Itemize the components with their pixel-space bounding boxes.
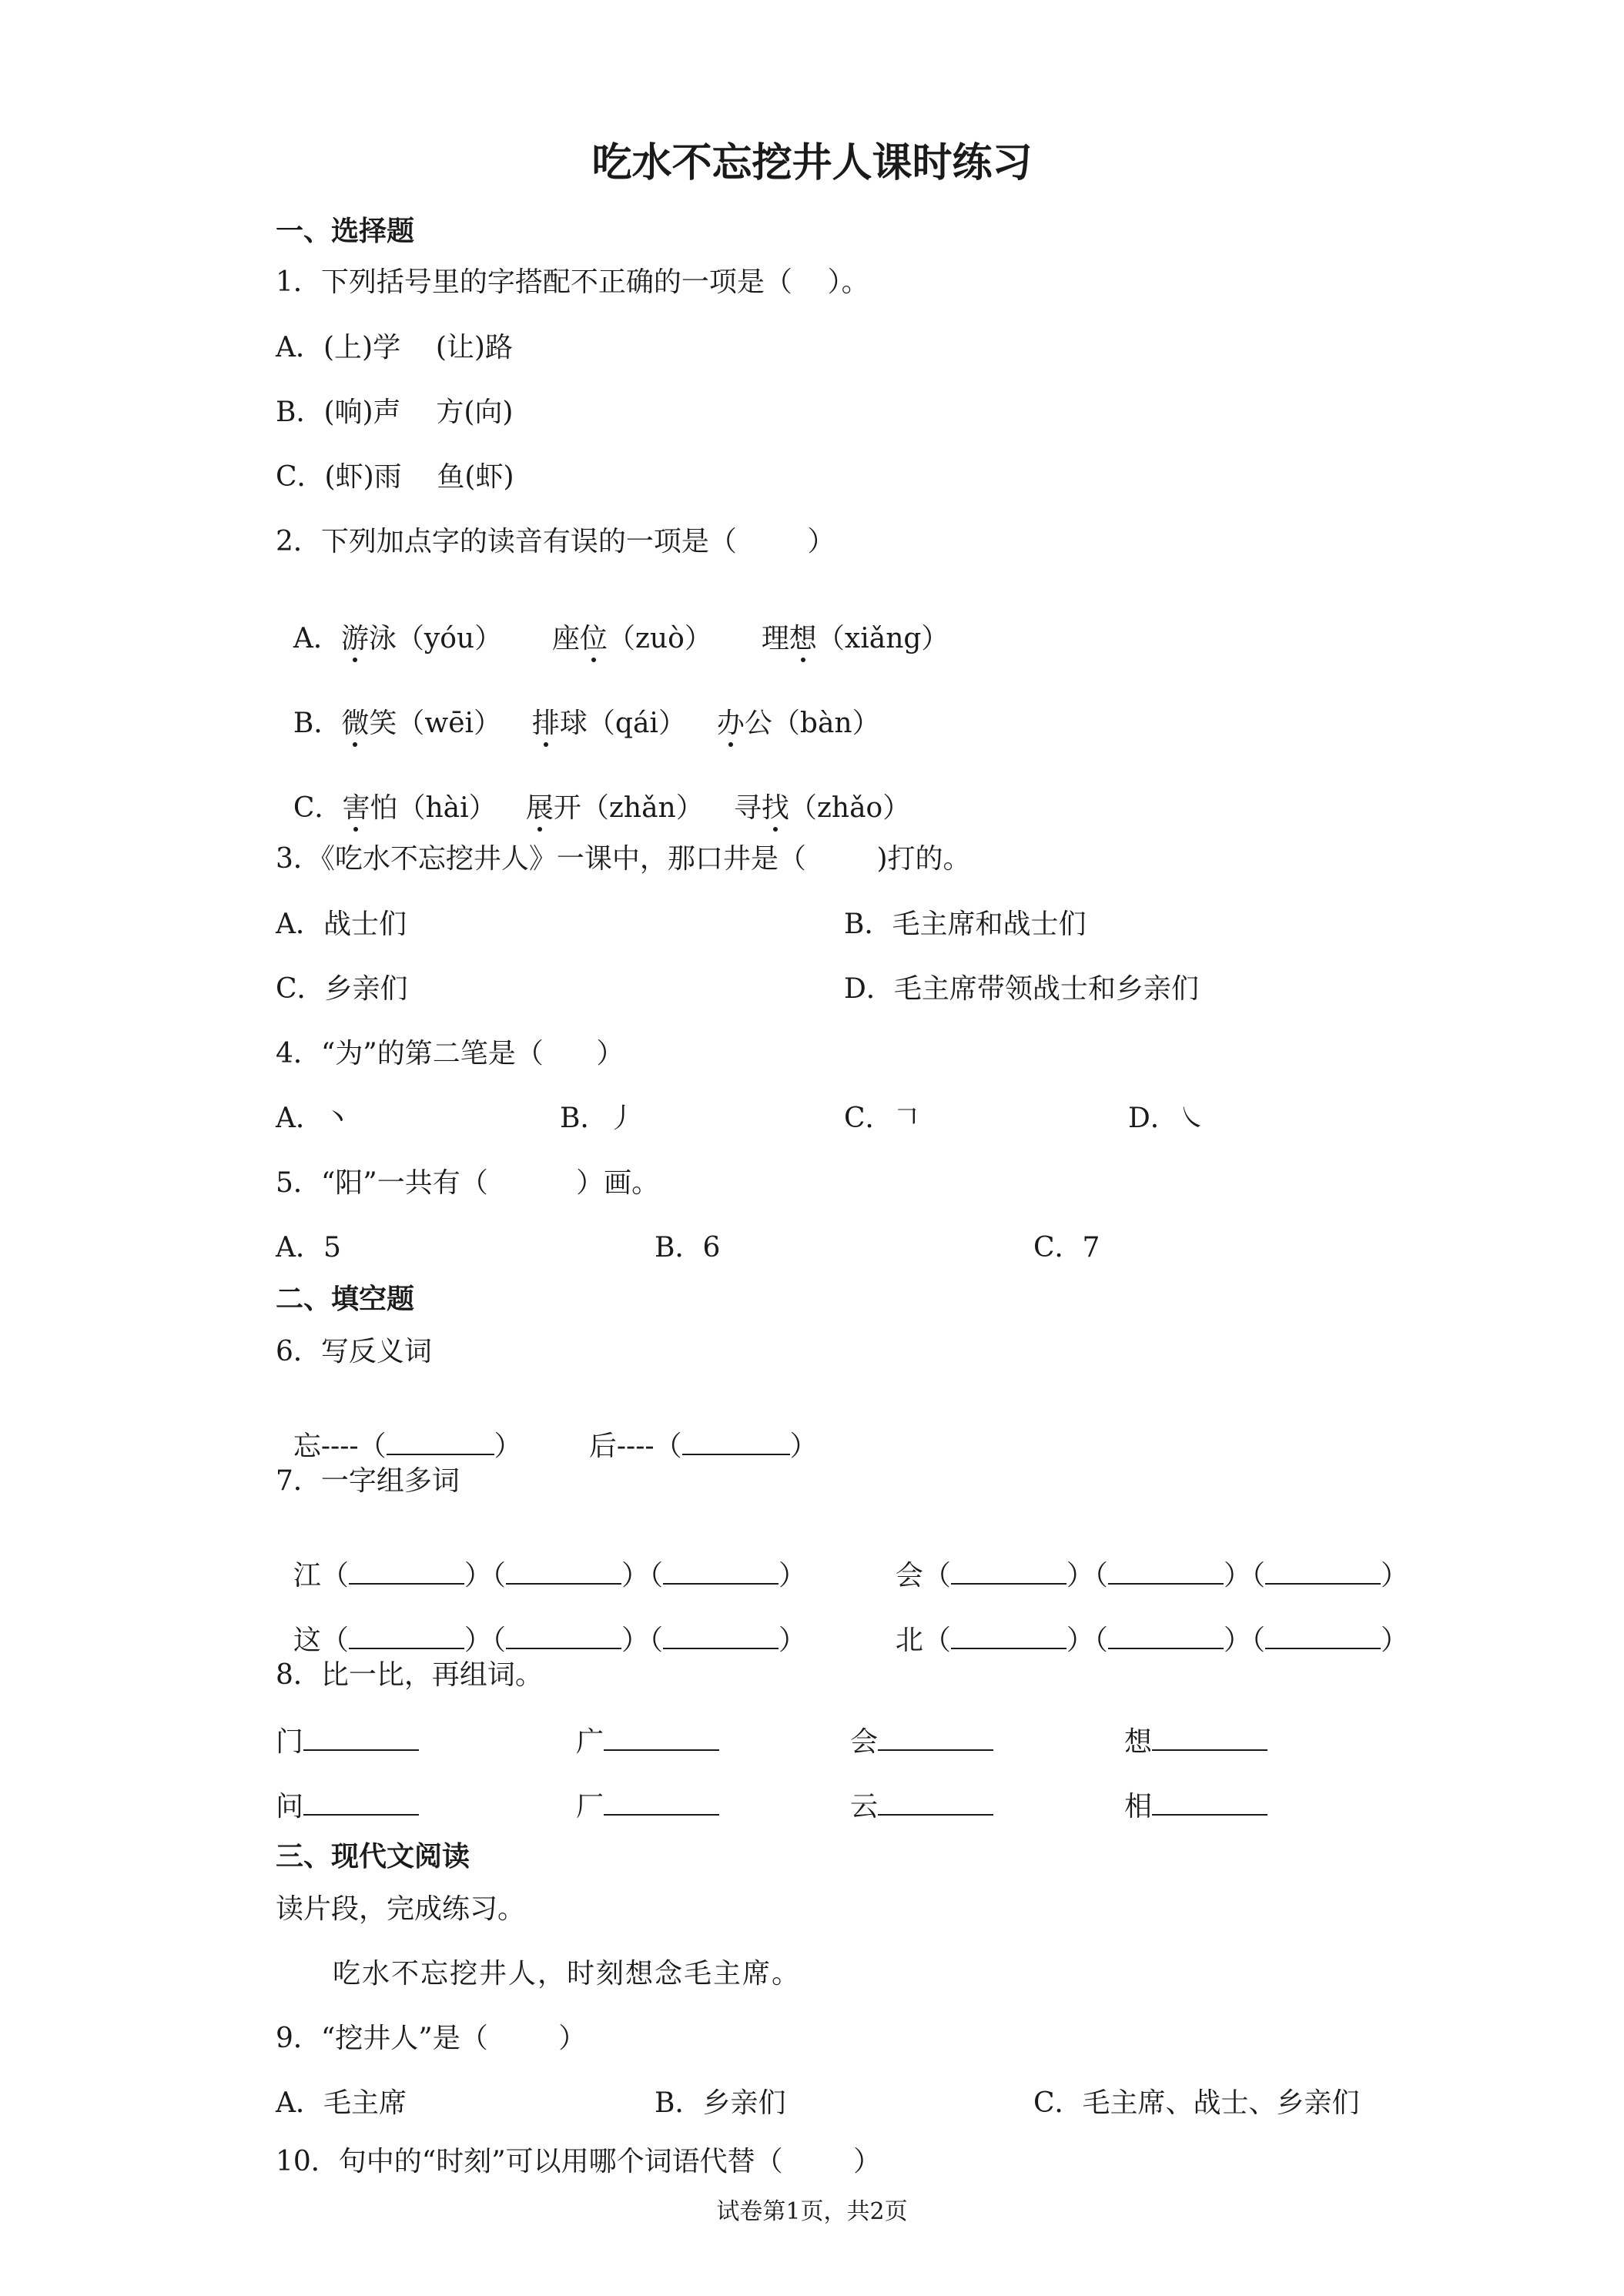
q2-a-dotted-char-3: 想 <box>789 623 817 654</box>
q8-item[interactable] <box>850 1726 993 1756</box>
q9-option-b[interactable]: B．乡亲们 <box>655 2087 786 2119</box>
q7-char: 这 <box>293 1625 321 1656</box>
q2-c-label: C． <box>293 792 343 824</box>
q6-item-2-prompt: 后----（ <box>588 1431 682 1462</box>
q2-a-pinyin-3: （xiǎng） <box>816 623 949 654</box>
q2-option-b[interactable] <box>276 682 501 738</box>
q2-c-dotted-char-2: 展 <box>525 792 554 824</box>
q2-c-char-2b: 开 <box>553 792 581 824</box>
q8-char: 广 <box>576 1726 604 1758</box>
q1-stem: 1．下列括号里的字搭配不正确的一项是（ ）。 <box>276 266 869 298</box>
q6-item-1-prompt: 忘----（ <box>293 1431 387 1462</box>
q2-a-char-3a: 理 <box>761 623 789 654</box>
q8-blank[interactable] <box>604 1726 719 1751</box>
q4-option-b[interactable]: B．丿 <box>560 1103 636 1134</box>
q2-c-char-1b: 怕 <box>370 792 398 824</box>
q8-blank[interactable] <box>878 1726 993 1751</box>
q8-blank[interactable] <box>1152 1791 1267 1816</box>
q2-stem: 2．下列加点字的读音有误的一项是（ ） <box>276 526 835 557</box>
q7-row-hui[interactable]: 会（ ）（ ）（ ） <box>895 1560 1408 1591</box>
q8-stem: 8．比一比，再组词。 <box>276 1659 543 1691</box>
q2-a-pinyin-1: （yóu） <box>396 623 503 654</box>
q8-item[interactable] <box>276 1791 419 1821</box>
q2-a-pinyin-2: （zuò） <box>607 623 712 654</box>
q1-option-c[interactable]: C．(虾)雨 鱼(虾) <box>276 461 514 493</box>
q4-option-a[interactable]: A．丶 <box>276 1103 351 1134</box>
q7-blank[interactable] <box>663 1560 779 1585</box>
q6-stem: 6．写反义词 <box>276 1336 432 1367</box>
q8-char: 云 <box>850 1791 879 1822</box>
q6-blank-1[interactable] <box>387 1431 494 1455</box>
q3-stem: 3．《吃水不忘挖井人》一课中，那口井是（ )打的。 <box>276 843 971 875</box>
q9-option-a[interactable]: A．毛主席 <box>276 2087 407 2119</box>
q2-option-c-item3 <box>716 767 910 822</box>
q9-option-c[interactable]: C．毛主席、战士、乡亲们 <box>1033 2087 1360 2119</box>
q7-blank[interactable] <box>951 1560 1066 1585</box>
q8-item[interactable] <box>1124 1726 1267 1756</box>
section-heading-fill: 二、填空题 <box>276 1284 415 1315</box>
q8-item[interactable] <box>1124 1791 1267 1821</box>
q7-char: 江 <box>293 1560 321 1591</box>
q8-char: 门 <box>276 1726 304 1758</box>
section-heading-reading: 三、现代文阅读 <box>276 1841 470 1873</box>
q8-char: 厂 <box>576 1791 604 1822</box>
q2-b-pinyin-2: （qái） <box>587 708 686 739</box>
q2-option-a-item2 <box>534 597 712 653</box>
q3-option-b[interactable]: B．毛主席和战士们 <box>844 909 1087 940</box>
q2-c-pinyin-1: （hài） <box>397 792 497 824</box>
q7-row-jiang[interactable]: 江（ ）（ ）（ ） <box>293 1560 806 1591</box>
q8-char: 会 <box>850 1726 879 1758</box>
q2-b-pinyin-3: （bàn） <box>772 708 880 739</box>
q2-b-dotted-char-3: 办 <box>716 708 745 739</box>
q2-c-dotted-char-3: 找 <box>761 792 789 824</box>
q8-char: 想 <box>1124 1726 1153 1758</box>
q5-option-b[interactable]: B．6 <box>655 1232 721 1263</box>
q2-option-a[interactable] <box>276 597 502 653</box>
q5-stem: 5．“阳”一共有（ ）画。 <box>276 1167 660 1199</box>
q7-row-bei[interactable]: 北（ ）（ ）（ ） <box>895 1625 1408 1656</box>
q5-option-c[interactable]: C．7 <box>1033 1232 1100 1263</box>
q8-blank[interactable] <box>604 1791 719 1816</box>
q7-blank[interactable] <box>1265 1625 1381 1649</box>
section-heading-choice: 一、选择题 <box>276 216 415 247</box>
reading-intro: 读片段，完成练习。 <box>276 1893 526 1925</box>
q7-blank[interactable] <box>349 1560 464 1585</box>
q2-a-dotted-char-1: 游 <box>340 623 369 654</box>
q2-b-char-1b: 笑 <box>369 708 397 739</box>
q8-item[interactable] <box>576 1726 719 1756</box>
q2-a-char-2a: 座 <box>551 623 580 654</box>
q7-blank[interactable] <box>1265 1560 1381 1585</box>
q4-option-d[interactable]: D．㇏ <box>1128 1103 1206 1134</box>
q2-a-char-1b: 泳 <box>368 623 397 654</box>
q6-item-2-close: ） <box>789 1431 818 1462</box>
q8-item[interactable] <box>850 1791 993 1821</box>
q2-c-char-3a: 寻 <box>733 792 762 824</box>
page-title: 吃水不忘挖井人课时练习 <box>591 140 1033 186</box>
q6-item-2[interactable] <box>571 1403 818 1461</box>
q8-item[interactable] <box>276 1726 419 1756</box>
q1-option-a[interactable]: A．(上)学 (让)路 <box>276 332 513 363</box>
q2-b-dotted-char-1: 微 <box>341 708 370 739</box>
q7-blank[interactable] <box>663 1625 779 1649</box>
q6-blank-2[interactable] <box>682 1431 790 1455</box>
q2-option-b-item2 <box>514 682 686 738</box>
q3-option-a[interactable]: A．战士们 <box>276 909 407 940</box>
q9-stem: 9．“挖井人”是（ ） <box>276 2023 587 2054</box>
q2-b-char-2b: 球 <box>559 708 588 739</box>
q8-blank[interactable] <box>303 1791 419 1816</box>
q2-b-dotted-char-2: 排 <box>531 708 560 739</box>
page-footer: 试卷第1页，共2页 <box>716 2198 908 2225</box>
q3-option-d[interactable]: D．毛主席带领战士和乡亲们 <box>844 973 1199 1005</box>
q2-b-char-3b: 公 <box>744 708 772 739</box>
reading-passage: 吃水不忘挖井人，时刻想念毛主席。 <box>333 1958 802 1990</box>
q5-option-a[interactable]: A．5 <box>276 1232 341 1263</box>
q8-blank[interactable] <box>303 1726 419 1751</box>
q8-char: 问 <box>276 1791 304 1822</box>
q8-char: 相 <box>1124 1791 1153 1822</box>
q7-blank[interactable] <box>951 1625 1066 1649</box>
q7-blank[interactable] <box>1108 1625 1224 1649</box>
q8-item[interactable] <box>576 1791 719 1821</box>
q2-option-b-item3 <box>699 682 880 738</box>
q8-blank[interactable] <box>1152 1726 1267 1751</box>
q2-c-pinyin-2: （zhǎn） <box>581 792 704 824</box>
q4-stem: 4．“为”的第二笔是（ ） <box>276 1038 624 1069</box>
q2-option-c[interactable] <box>276 767 497 822</box>
q2-option-a-item3 <box>744 597 949 653</box>
q6-item-1[interactable] <box>276 1403 522 1461</box>
q7-blank[interactable] <box>506 1625 621 1649</box>
q2-c-pinyin-3: （zhǎo） <box>789 792 911 824</box>
q1-option-b[interactable]: B．(响)声 方(向) <box>276 397 514 428</box>
q2-b-label: B． <box>293 708 342 739</box>
q4-option-c[interactable]: C．𠃍 <box>844 1103 921 1134</box>
q2-a-dotted-char-2: 位 <box>579 623 608 654</box>
q3-option-c[interactable]: C．乡亲们 <box>276 973 408 1005</box>
q6-item-1-close: ） <box>494 1431 522 1462</box>
q7-blank[interactable] <box>349 1625 464 1649</box>
q7-char: 北 <box>895 1625 923 1656</box>
q2-option-c-item2 <box>508 767 704 822</box>
q2-a-label: A． <box>293 623 341 654</box>
q10-stem: 10．句中的“时刻”可以用哪个词语代替（ ） <box>276 2146 882 2177</box>
q8-blank[interactable] <box>878 1791 993 1816</box>
q7-row-zhe[interactable]: 这（ ）（ ）（ ） <box>293 1625 806 1656</box>
q2-c-dotted-char-1: 害 <box>342 792 370 824</box>
q7-stem: 7．一字组多词 <box>276 1465 460 1497</box>
q2-b-pinyin-1: （wēi） <box>397 708 502 739</box>
q7-char: 会 <box>895 1560 923 1591</box>
q7-blank[interactable] <box>506 1560 621 1585</box>
q7-blank[interactable] <box>1108 1560 1224 1585</box>
